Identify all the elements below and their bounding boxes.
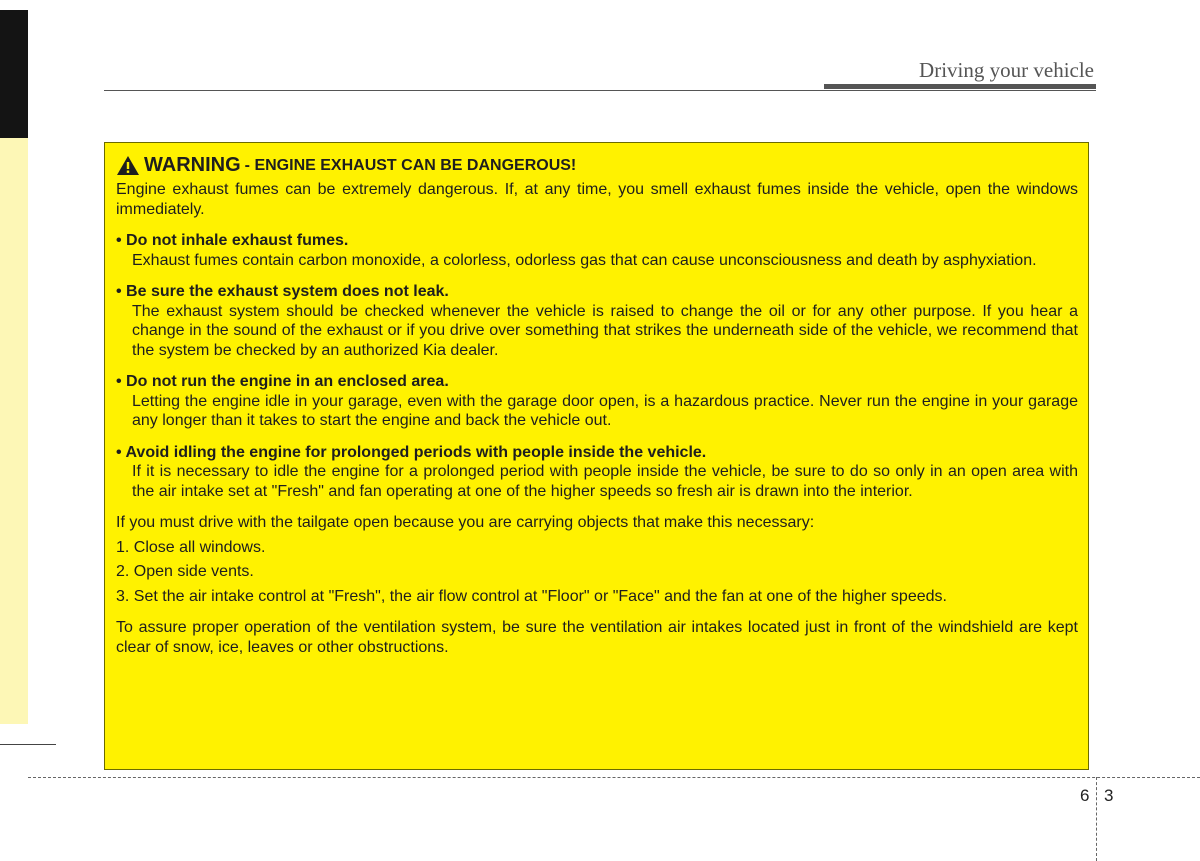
section-body: Letting the engine idle in your garage, even with the garage door open, is a hazardous practice. Never run the engine in your garage any longer than it takes to start the engine and back the vehicle out.: [132, 392, 1078, 429]
tailgate-intro: If you must drive with the tailgate open because you are carrying objects that make this necessary:: [116, 514, 815, 531]
section-title: • Do not run the engine in an enclosed area.: [116, 373, 449, 390]
section-body: The exhaust system should be checked whenever the vehicle is raised to change the oil or for any other purpose. If you hear a change in the sound of the exhaust or if you drive over something that strikes the underneath side of the vehicle, we recommend that the system be checked by an authorized Kia dealer.: [132, 302, 1078, 359]
chapter-tab-strip: [0, 138, 28, 724]
header-rule-thick: [824, 84, 1096, 89]
page-number: 3: [1104, 786, 1114, 805]
warning-subtitle: - ENGINE EXHAUST CAN BE DANGEROUS!: [244, 156, 577, 174]
footer-dashed-rule: [28, 777, 1200, 778]
section-body: Exhaust fumes contain carbon monoxide, a colorless, odorless gas that can cause unconsciousness and death by asphyxiation.: [132, 251, 1037, 269]
section-title: • Avoid idling the engine for prolonged periods with people inside the vehicle.: [116, 443, 707, 461]
warning-intro: Engine exhaust fumes can be extremely dangerous. If, at any time, you smell exhaust fumes inside the vehicle, open the windows immediately.: [116, 181, 1078, 218]
margin-rule: [0, 744, 56, 745]
warning-label: WARNING: [144, 153, 241, 176]
chapter-tab: [0, 10, 28, 138]
step-item: 3. Set the air intake control at "Fresh", the air flow control at "Floor" or "Face" and the fan at one of the higher speeds.: [116, 587, 947, 605]
step-item: 1. Close all windows.: [116, 538, 266, 556]
warning-box: [104, 142, 1089, 770]
warning-triangle-icon: [116, 155, 140, 176]
page-header-title: Driving your vehicle: [919, 58, 1094, 82]
header-rule: [104, 90, 1096, 91]
step-item: 2. Open side vents.: [116, 563, 254, 580]
closing-note: To assure proper operation of the ventilation system, be sure the ventilation air intakes located just in front of the windshield are kept clear of snow, ice, leaves or other obstructions.: [116, 619, 1078, 656]
section-title: • Be sure the exhaust system does not leak.: [116, 283, 449, 300]
chapter-number: 6: [1080, 786, 1090, 805]
section-title: • Do not inhale exhaust fumes.: [116, 232, 349, 249]
section-body: If it is necessary to idle the engine for a prolonged period with people inside the vehicle, be sure to do so only in an open area with the air intake set at "Fresh" and fan operating at one of the higher speeds so fresh air is drawn into the interior.: [132, 463, 1078, 500]
warning-heading: [116, 155, 1078, 176]
footer-dashed-divider: [1096, 777, 1097, 861]
